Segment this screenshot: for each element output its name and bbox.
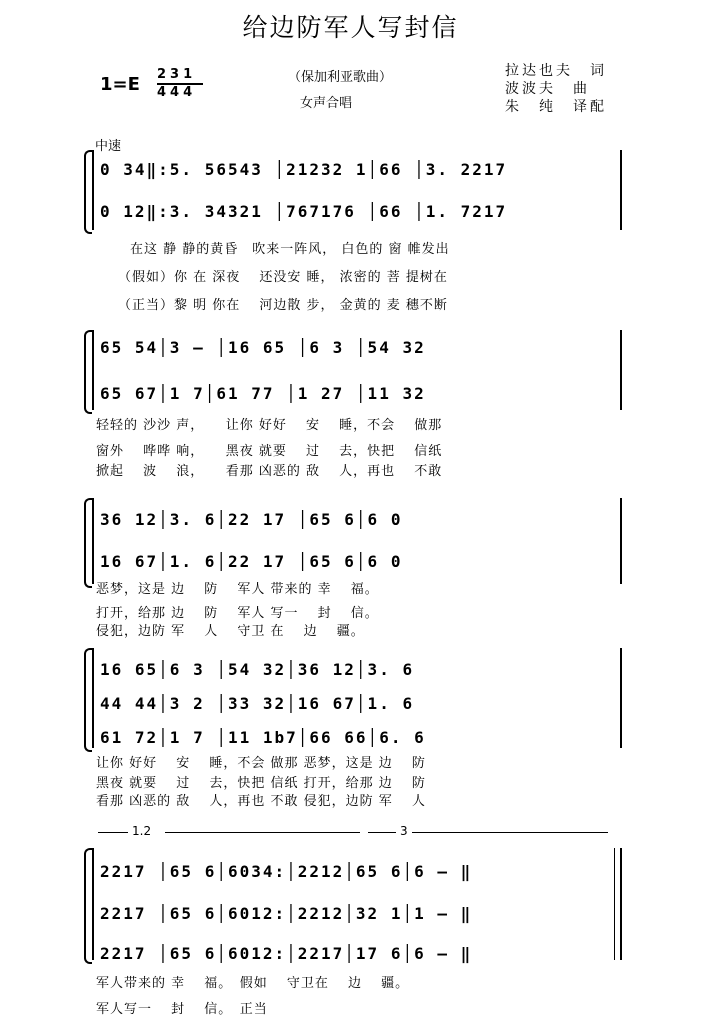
voice-lower: 65 67│1 7│61 77 │1 27 │11 32 xyxy=(100,384,426,403)
lyric-verse-1: 让你 好好 安 睡，不会 做那 恶梦，这是 边 防 xyxy=(96,756,426,771)
system-end-bar xyxy=(620,330,622,410)
lyric-verse-1: 在这 静 静的黄昏 吹来一阵风， 白色的 窗 帷发出 xyxy=(130,242,450,257)
voice-middle: 44 44│3 2 │33 32│16 67│1. 6 xyxy=(100,694,415,713)
lyric-verse-2: 黑夜 就要 过 去，快把 信纸 打开，给那 边 防 xyxy=(96,776,426,791)
lyric-verse-1: 军人带来的 幸 福。 假如 守卫在 边 疆。 xyxy=(96,976,410,991)
lyric-verse-3: （正当）黎 明 你在 河边散 步， 金黄的 麦 穗不断 xyxy=(118,298,448,313)
credit-translator: 朱 纯 译配 xyxy=(505,99,607,115)
final-bar-thin xyxy=(614,848,615,960)
voice-lower: 16 67│1. 6│22 17 │65 6│6 0 xyxy=(100,552,403,571)
voice-lower: 61 72│1 7 │11 1b7│66 66│6. 6 xyxy=(100,728,426,747)
system-brace xyxy=(84,848,92,964)
time-signature xyxy=(157,68,205,100)
voice-lower: 0 12‖:3. 34321 │767176 │66 │1. 7217 xyxy=(100,202,508,221)
system-brace xyxy=(84,330,92,414)
lyric-verse-1: 轻轻的 沙沙 声， 让你 好好 安 睡，不会 做那 xyxy=(96,418,443,433)
system-start-bar xyxy=(92,150,94,230)
song-title: 给边防军人写封信 xyxy=(242,13,459,42)
voice-middle: 2217 │65 6│6012:│2212│32 1│1 — ‖ xyxy=(100,904,473,923)
lyric-verse-3: 侵犯，边防 军 人 守卫 在 边 疆。 xyxy=(96,624,365,639)
system-end-bar xyxy=(620,648,622,748)
credit-lyricist: 拉达也夫 词 xyxy=(505,63,607,79)
system-start-bar xyxy=(92,498,94,584)
voice-upper: 65 54│3 — │16 65 │6 3 │54 32 xyxy=(100,338,426,357)
meter-numerators: 231 xyxy=(157,67,197,82)
song-subtitle: （保加利亚歌曲） xyxy=(288,70,393,85)
lyric-verse-3: 掀起 波 浪， 看那 凶恶的 敌 人，再也 不敢 xyxy=(96,464,443,479)
volta-bracket-line xyxy=(412,832,608,833)
choir-type: 女声合唱 xyxy=(300,96,353,111)
system-brace xyxy=(84,498,92,588)
system-start-bar xyxy=(92,330,94,410)
system-brace xyxy=(84,648,92,752)
voice-upper: 16 65│6 3 │54 32│36 12│3. 6 xyxy=(100,660,415,679)
meter-denominators: 444 xyxy=(157,85,197,100)
lyric-verse-1: 恶梦，这是 边 防 军人 带来的 幸 福。 xyxy=(96,582,379,597)
volta-1-2: 1.2 xyxy=(132,824,152,838)
system-brace xyxy=(84,150,92,234)
system-start-bar xyxy=(92,648,94,748)
voice-upper: 2217 │65 6│6034:│2212│65 6│6 — ‖ xyxy=(100,862,473,881)
credit-composer: 波波夫 曲 xyxy=(505,81,590,97)
lyric-verse-2: （假如）你 在 深夜 还没安 睡， 浓密的 菩 提树在 xyxy=(118,270,448,285)
lyric-verse-2: 打开，给那 边 防 军人 写一 封 信。 xyxy=(96,606,379,621)
tempo-marking: 中速 xyxy=(95,139,122,154)
volta-bracket-line xyxy=(368,832,396,833)
system-start-bar xyxy=(92,848,94,960)
volta-3: 3 xyxy=(400,824,408,838)
voice-upper: 36 12│3. 6│22 17 │65 6│6 0 xyxy=(100,510,403,529)
volta-bracket-line xyxy=(98,832,128,833)
lyric-verse-2: 窗外 哗哗 响， 黑夜 就要 过 去，快把 信纸 xyxy=(96,444,443,459)
voice-upper: 0 34‖:5. 56543 │21232 1│66 │3. 2217 xyxy=(100,160,508,179)
final-bar xyxy=(620,848,622,960)
key-signature: 1=E xyxy=(100,74,140,95)
system-end-bar xyxy=(620,498,622,584)
voice-lower: 2217 │65 6│6012:│2217│17 6│6 — ‖ xyxy=(100,944,473,963)
volta-bracket-line xyxy=(165,832,360,833)
lyric-verse-3: 看那 凶恶的 敌 人，再也 不敢 侵犯，边防 军 人 xyxy=(96,794,426,809)
lyric-verse-2: 军人写一 封 信。 正当 xyxy=(96,1002,268,1017)
system-end-bar xyxy=(620,150,622,230)
